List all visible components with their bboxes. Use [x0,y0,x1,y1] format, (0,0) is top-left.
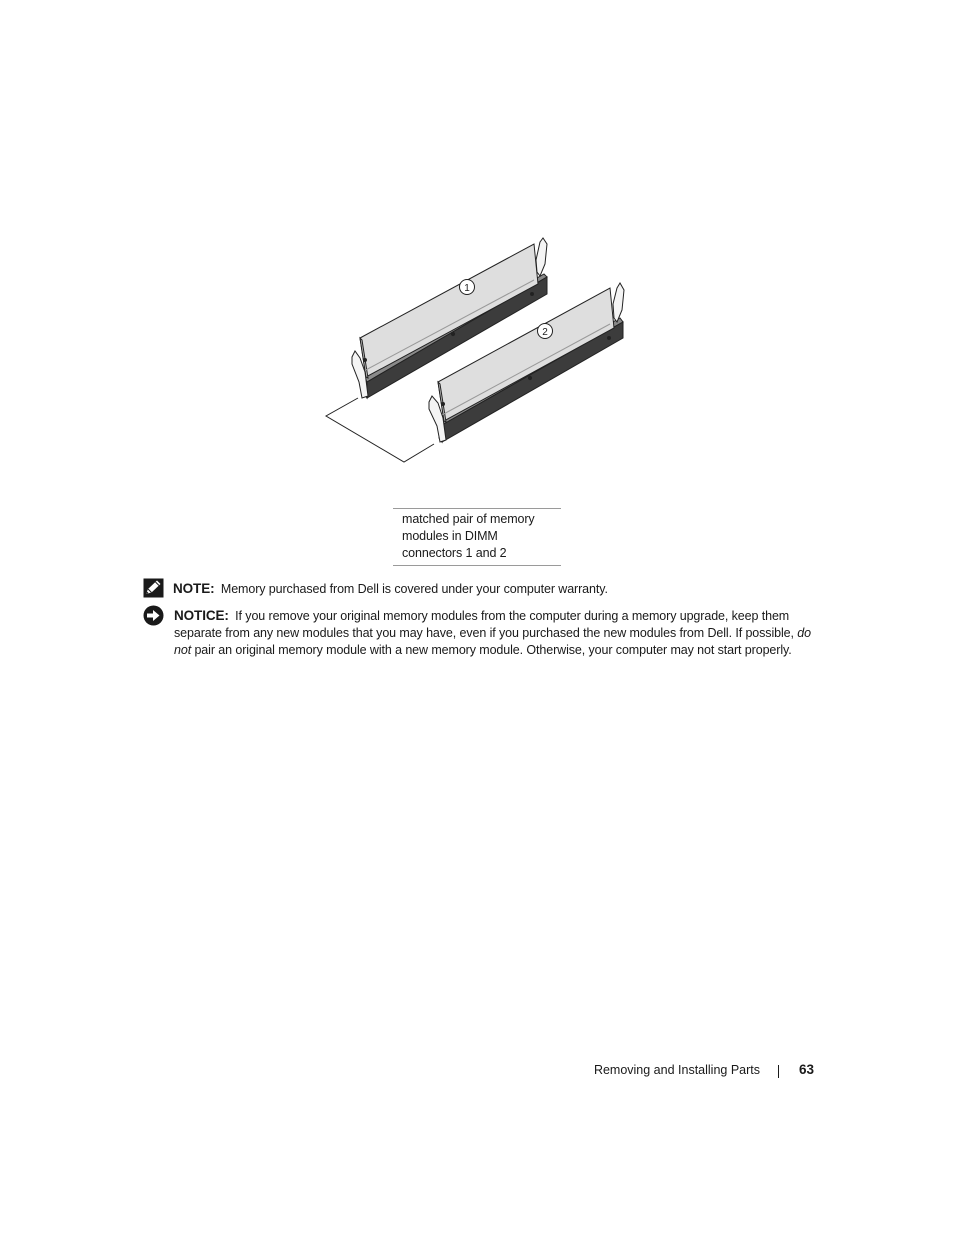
callout-table [393,508,561,566]
note-label: NOTE: [173,581,215,596]
arrow-notice-icon [143,605,164,626]
footer-section-title: Removing and Installing Parts [593,1063,760,1077]
page-footer [560,1061,820,1081]
pair-callout-line [326,398,434,462]
latch-right-1 [536,238,547,276]
footer-divider [778,1065,779,1078]
pencil-note-icon [143,578,164,598]
page-number: 63 [798,1062,814,1077]
memory-modules-illustration [322,232,634,468]
notice-emphasis: do not [174,626,811,657]
callout-text-line: matched pair of memory [402,512,535,526]
callout-label-2: 2 [542,327,548,338]
callout-text-line: modules in DIMM [402,529,498,543]
latch-right-2 [613,283,624,322]
note-text: Memory purchased from Dell is covered under your computer warranty. [220,582,608,596]
notice-label: NOTICE: [174,608,229,623]
notice-text: If you remove your original memory modules from the computer during a memory upgrade, keep them separate from any new modules that you may have, even if you purchased the new modules from Dell. If possible, [174,609,794,640]
callout-label-1: 1 [464,283,470,294]
callout-text-line: connectors 1 and 2 [402,546,507,560]
notice-text-continued: pair an original memory module with a new memory module. Otherwise, your computer may not start properly. [194,643,792,657]
